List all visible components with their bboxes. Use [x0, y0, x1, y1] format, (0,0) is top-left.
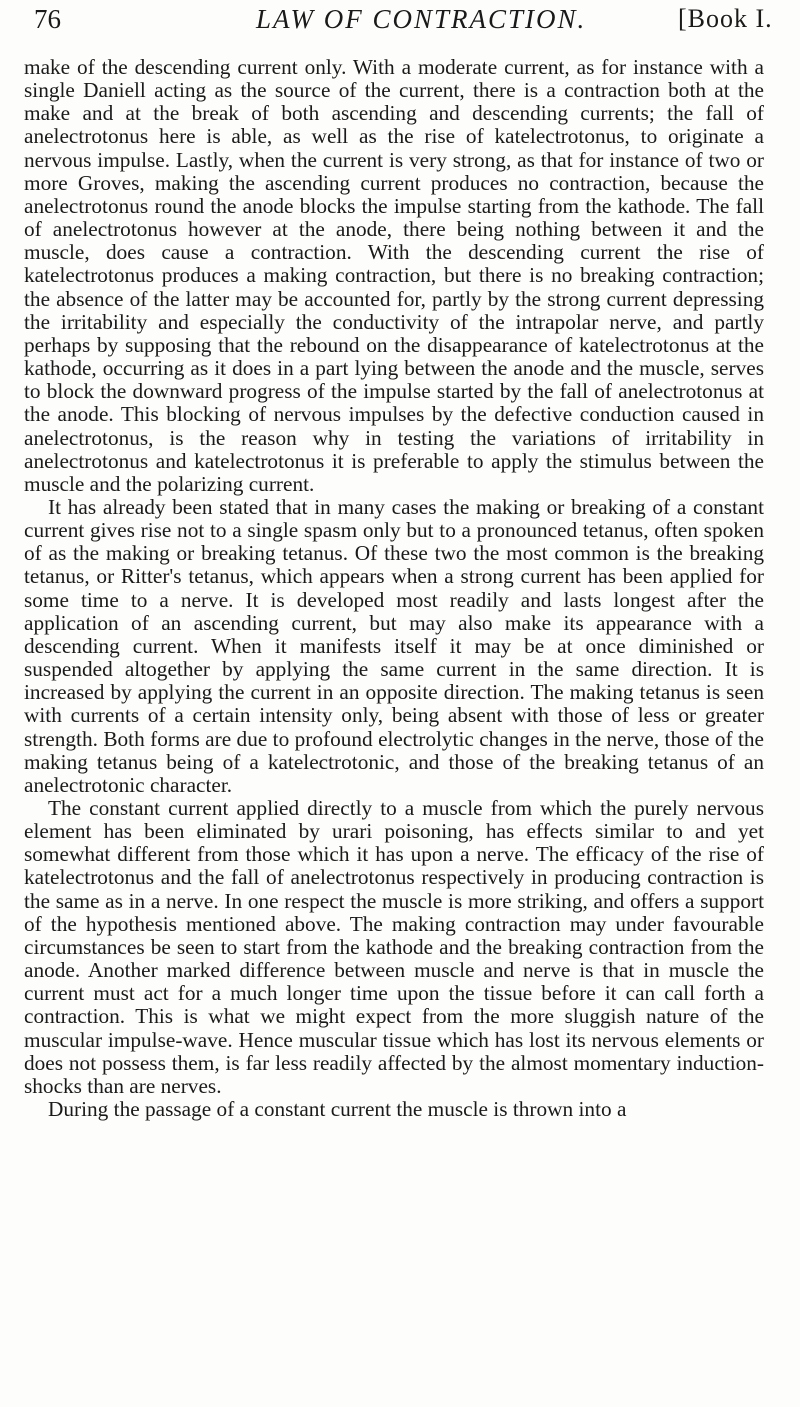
running-title: LAW OF CONTRACTION.: [256, 4, 587, 34]
paragraph-continued: make of the descending current only. With a moderate current, as for instance with a single Daniell acting as the source of the current, there is a contraction both at the make and at the break of both ascending and descending currents; the fall of anelectrotonus here is able, as well as the rise of katelectrotonus, to originate a nervous impulse. Lastly, when the current is very strong, as that for instance of two or more Groves, making the ascending current produces no contraction, because the anelectrotonus round the anode blocks the impulse starting from the kathode. The fall of anelectrotonus however at the anode, there being nothing between it and the muscle, does cause a contraction. With the descending current the rise of katelectrotonus produces a making contraction, but there is no breaking contraction; the absence of the latter may be accounted for, partly by the strong current depressing the irritability and especially the conductivity of the intrapolar nerve, and partly perhaps by supposing that the rebound on the disappearance of katelectrotonus at the kathode, occurring as it does in a part lying between the anode and the muscle, serves to block the downward progress of the impulse started by the fall of anelectrotonus at the anode. This blocking of nervous impulses by the defective conduction caused in anelectrotonus, is the reason why in testing the variations of irritability in anelectrotonus and katelectrotonus it is preferable to apply the stimulus between the muscle and the polarizing current.: [24, 55, 764, 496]
running-head: [34, 4, 780, 44]
book-label: [Book I.: [678, 4, 773, 33]
body-text: [24, 56, 764, 1121]
page-number: 76: [34, 4, 61, 34]
paragraph-breaking-tetanus: It has already been stated that in many cases the making or breaking of a constant current gives rise not to a single spasm only but to a pronounced tetanus, often spoken of as the making or breaking tetanus. Of these two the most common is the breaking tetanus, or Ritter's tetanus, which appears when a strong current has been applied for some time to a nerve. It is developed most readily and lasts longest after the application of an ascending current, but may also make its appearance with a descending current. When it manifests itself it may be at once diminished or suspended altogether by applying the same current in the same direction. It is increased by applying the current in an opposite direction. The making tetanus is seen with currents of a certain intensity only, being absent with those of less or greater strength. Both forms are due to profound electrolytic changes in the nerve, those of the making tetanus being of a katelectrotonic, and those of the breaking tetanus of an anelectrotonic character.: [24, 494, 764, 797]
paragraph-passage-of-current: During the passage of a constant current the muscle is thrown into a: [48, 1097, 627, 1122]
paragraph-constant-current-muscle: The constant current applied directly to a muscle from which the purely nervous element has been eliminated by urari poisoning, has effects similar to and yet somewhat different from those which it has upon a nerve. The efficacy of the rise of katelectrotonus and the fall of anelectrotonus respectively in producing contraction is the same as in a nerve. In one respect the muscle is more striking, and offers a support of the hypothesis mentioned above. The making contraction may under favourable circumstances be seen to start from the kathode and the breaking contraction from the anode. Another marked difference between muscle and nerve is that in muscle the current must act for a much longer time upon the tissue before it can call forth a contraction. This is what we might expect from the more sluggish nature of the muscular impulse-wave. Hence muscular tissue which has lost its nervous elements or does not possess them, is far less readily affected by the almost momentary induction-shocks than are nerves.: [24, 796, 764, 1098]
